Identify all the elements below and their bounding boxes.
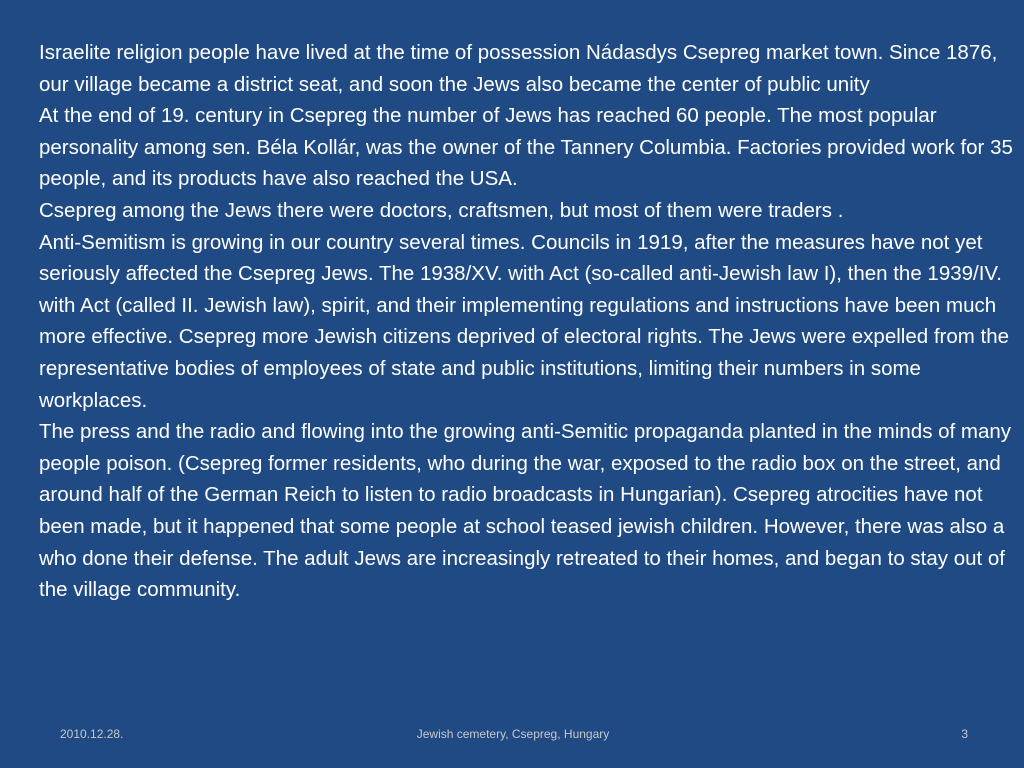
paragraph-anti-semitism: Anti-Semitism is growing in our country several times. Councils in 1919, after the measures have not yet seriously affected the Csepreg Jews. The 1938/XV. with Act (so-called anti-Jewish law I), then the 1939/IV. with Act (called II. Jewish law), spirit, and their implementing regulations and instructions have been much more effective. Csepreg more Jewish citizens deprived of electoral rights. The Jews were expelled from the representative bodies of employees of state and public institutions, limiting their numbers in some workplaces. [39, 230, 1010, 412]
paragraph-population: At the end of 19. century in Csepreg the number of Jews has reached 60 people. The most popular personality among sen. Béla Kollár, was the owner of the Tannery Columbia. Factories provided work for 35 people, and its products have also reached the USA. [39, 104, 1013, 191]
paragraph-history: Israelite religion people have lived at the time of possession Nádasdys Csepreg market town. Since 1876, our village became a district seat, and soon the Jews also became the center of public unity [39, 41, 998, 96]
slide-body-text [39, 37, 1014, 606]
page-number: 3 [961, 727, 968, 741]
footer-date: 2010.12.28. [60, 727, 124, 741]
paragraph-propaganda: The press and the radio and flowing into the growing anti-Semitic propaganda planted in the minds of many people poison. (Csepreg former residents, who during the war, exposed to the radio box on the street, and around half of the German Reich to listen to radio broadcasts in Hungarian). Csepreg atrocities have not been made, but it happened that some people at school teased jewish children. However, there was also a who done their defense. The adult Jews are increasingly retreated to their homes, and began to stay out of the village community. [39, 420, 1012, 602]
paragraph-occupations: Csepreg among the Jews there were doctors, craftsmen, but most of them were traders . [39, 198, 844, 222]
footer-title: Jewish cemetery, Csepreg, Hungary [416, 727, 610, 741]
